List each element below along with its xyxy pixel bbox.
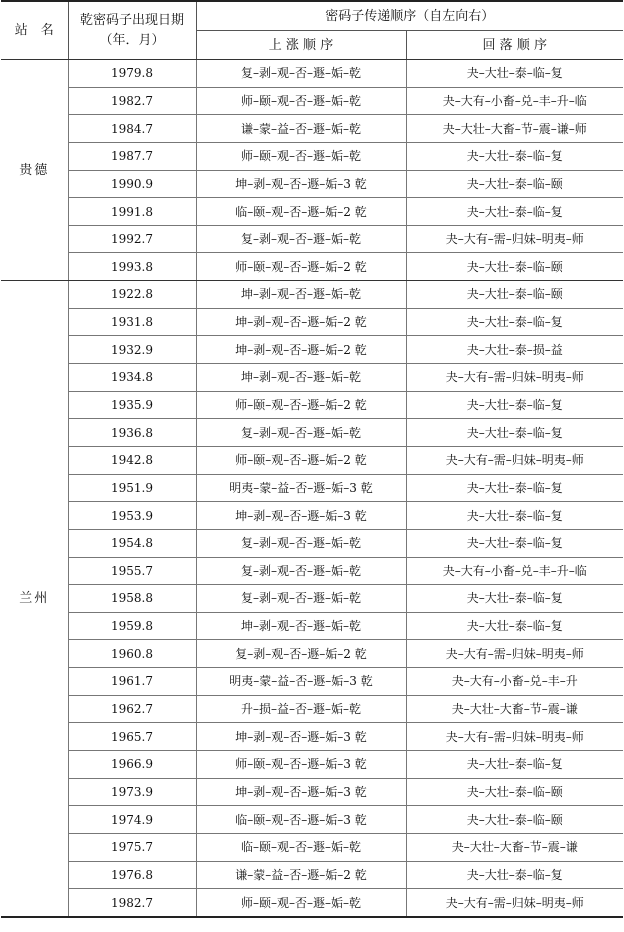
date-header-line1: 乾密码子出现日期	[79, 13, 184, 28]
rise-sequence-cell: 临–颐–观–否–遯–姤–乾	[196, 833, 406, 861]
rise-sequence-cell: 复–剥–观–否–遯–姤–乾	[196, 557, 406, 585]
rise-sequence-cell: 师–颐–观–否–遯–姤–乾	[196, 87, 406, 115]
date-cell: 1979.8	[68, 60, 196, 88]
rise-sequence-cell: 师–颐–观–否–遯–姤–乾	[196, 142, 406, 170]
date-cell: 1984.7	[68, 115, 196, 143]
rise-sequence-cell: 师–颐–观–否–遯–姤–2 乾	[196, 391, 406, 419]
fall-sequence-cell: 夬–大壮–大畜–节–震–谦	[406, 833, 623, 861]
rise-sequence-cell: 复–剥–观–否–遯–姤–乾	[196, 419, 406, 447]
fall-sequence-cell: 夬–大有–需–归妹–明夷–师	[406, 640, 623, 668]
rise-sequence-cell: 坤–剥–观–否–遯–姤–3 乾	[196, 778, 406, 806]
date-cell: 1959.8	[68, 612, 196, 640]
fall-sequence-cell: 夬–大壮–泰–损–益	[406, 336, 623, 364]
fall-sequence-cell: 夬–大有–需–归妹–明夷–师	[406, 889, 623, 917]
fall-sequence-cell: 夬–大壮–泰–临–复	[406, 585, 623, 613]
rise-header: 上 涨 顺 序	[196, 31, 406, 60]
rise-sequence-cell: 明夷–蒙–益–否–遯–姤–3 乾	[196, 474, 406, 502]
table-row	[1, 585, 623, 613]
table-row	[1, 833, 623, 861]
table-row	[1, 364, 623, 392]
date-cell: 1961.7	[68, 668, 196, 696]
date-cell: 1982.7	[68, 889, 196, 917]
date-cell: 1935.9	[68, 391, 196, 419]
date-cell: 1965.7	[68, 723, 196, 751]
table-row	[1, 640, 623, 668]
fall-sequence-cell: 夬–大有–需–归妹–明夷–师	[406, 364, 623, 392]
rise-sequence-cell: 坤–剥–观–否–遯–姤–乾	[196, 364, 406, 392]
table-row	[1, 557, 623, 585]
rise-sequence-cell: 坤–剥–观–否–遯–姤–3 乾	[196, 170, 406, 198]
table-row	[1, 198, 623, 226]
table-row	[1, 170, 623, 198]
rise-sequence-cell: 师–颐–观–否–遯–姤–2 乾	[196, 446, 406, 474]
table-row	[1, 861, 623, 889]
date-cell: 1993.8	[68, 253, 196, 281]
table-row	[1, 695, 623, 723]
rise-sequence-cell: 复–剥–观–否–遯–姤–乾	[196, 225, 406, 253]
date-cell: 1934.8	[68, 364, 196, 392]
table-row	[1, 446, 623, 474]
table-body	[1, 60, 623, 917]
rise-sequence-cell: 坤–剥–观–否–遯–姤–2 乾	[196, 308, 406, 336]
rise-sequence-cell: 坤–剥–观–否–遯–姤–3 乾	[196, 502, 406, 530]
date-cell: 1973.9	[68, 778, 196, 806]
fall-sequence-cell: 夬–大壮–泰–临–复	[406, 60, 623, 88]
rise-sequence-cell: 复–剥–观–否–遯–姤–乾	[196, 529, 406, 557]
fall-sequence-cell: 夬–大壮–泰–临–颐	[406, 253, 623, 281]
rise-sequence-cell: 师–颐–观–否–遯–姤–3 乾	[196, 751, 406, 779]
date-cell: 1953.9	[68, 502, 196, 530]
date-cell: 1931.8	[68, 308, 196, 336]
date-cell: 1974.9	[68, 806, 196, 834]
table-row	[1, 474, 623, 502]
fall-sequence-cell: 夬–大壮–泰–临–复	[406, 612, 623, 640]
date-cell: 1942.8	[68, 446, 196, 474]
table-row	[1, 60, 623, 88]
station-cell: 贵德	[1, 60, 68, 281]
station-cell: 兰州	[1, 281, 68, 917]
table-row	[1, 253, 623, 281]
fall-sequence-cell: 夬–大有–小畜–兑–丰–升–临	[406, 557, 623, 585]
date-cell: 1982.7	[68, 87, 196, 115]
date-cell: 1958.8	[68, 585, 196, 613]
table-header	[1, 1, 623, 60]
rise-sequence-cell: 坤–剥–观–否–遯–姤–2 乾	[196, 336, 406, 364]
codon-table	[1, 0, 623, 918]
date-cell: 1966.9	[68, 751, 196, 779]
table-row	[1, 142, 623, 170]
fall-sequence-cell: 夬–大壮–泰–临–复	[406, 474, 623, 502]
rise-sequence-cell: 临–颐–观–否–遯–姤–2 乾	[196, 198, 406, 226]
table-row	[1, 87, 623, 115]
fall-sequence-cell: 夬–大壮–泰–临–复	[406, 861, 623, 889]
fall-sequence-cell: 夬–大有–小畜–兑–丰–升–临	[406, 87, 623, 115]
fall-sequence-cell: 夬–大壮–泰–临–颐	[406, 170, 623, 198]
rise-sequence-cell: 坤–剥–观–否–遯–姤–乾	[196, 281, 406, 309]
date-header	[68, 1, 196, 60]
fall-sequence-cell: 夬–大有–需–归妹–明夷–师	[406, 723, 623, 751]
date-cell: 1955.7	[68, 557, 196, 585]
date-header-line2: （年．月）	[99, 32, 165, 48]
table-row	[1, 281, 623, 309]
date-cell: 1991.8	[68, 198, 196, 226]
date-cell: 1987.7	[68, 142, 196, 170]
table-row	[1, 612, 623, 640]
date-cell: 1975.7	[68, 833, 196, 861]
fall-sequence-cell: 夬–大壮–泰–临–复	[406, 502, 623, 530]
fall-sequence-cell: 夬–大壮–泰–临–复	[406, 308, 623, 336]
table-row	[1, 308, 623, 336]
table-row	[1, 391, 623, 419]
rise-sequence-cell: 师–颐–观–否–遯–姤–2 乾	[196, 253, 406, 281]
rise-sequence-cell: 坤–剥–观–否–遯–姤–3 乾	[196, 723, 406, 751]
rise-sequence-cell: 临–颐–观–否–遯–姤–3 乾	[196, 806, 406, 834]
table-row	[1, 889, 623, 917]
rise-sequence-cell: 复–剥–观–否–遯–姤–乾	[196, 60, 406, 88]
rise-sequence-cell: 坤–剥–观–否–遯–姤–乾	[196, 612, 406, 640]
date-cell: 1976.8	[68, 861, 196, 889]
date-cell: 1936.8	[68, 419, 196, 447]
fall-sequence-cell: 夬–大有–需–归妹–明夷–师	[406, 225, 623, 253]
fall-sequence-cell: 夬–大壮–大畜–节–震–谦	[406, 695, 623, 723]
fall-sequence-cell: 夬–大壮–泰–临–复	[406, 419, 623, 447]
rise-sequence-cell: 复–剥–观–否–遯–姤–2 乾	[196, 640, 406, 668]
table-row	[1, 115, 623, 143]
fall-sequence-cell: 夬–大壮–泰–临–复	[406, 142, 623, 170]
fall-sequence-cell: 夬–大壮–泰–临–颐	[406, 778, 623, 806]
fall-sequence-cell: 夬–大壮–泰–临–颐	[406, 281, 623, 309]
table-row	[1, 806, 623, 834]
date-cell: 1990.9	[68, 170, 196, 198]
table-row	[1, 778, 623, 806]
table-row	[1, 723, 623, 751]
fall-sequence-cell: 夬–大壮–泰–临–复	[406, 391, 623, 419]
date-cell: 1954.8	[68, 529, 196, 557]
rise-sequence-cell: 升–损–益–否–遯–姤–乾	[196, 695, 406, 723]
fall-sequence-cell: 夬–大壮–大畜–节–震–谦–师	[406, 115, 623, 143]
rise-sequence-cell: 复–剥–观–否–遯–姤–乾	[196, 585, 406, 613]
rise-sequence-cell: 谦–蒙–益–否–遯–姤–乾	[196, 115, 406, 143]
fall-sequence-cell: 夬–大壮–泰–临–复	[406, 198, 623, 226]
table-row	[1, 529, 623, 557]
fall-sequence-cell: 夬–大壮–泰–临–复	[406, 529, 623, 557]
table-row	[1, 668, 623, 696]
date-cell: 1960.8	[68, 640, 196, 668]
table-row	[1, 336, 623, 364]
date-cell: 1951.9	[68, 474, 196, 502]
table-row	[1, 751, 623, 779]
date-cell: 1992.7	[68, 225, 196, 253]
fall-sequence-cell: 夬–大有–小畜–兑–丰–升	[406, 668, 623, 696]
table-row	[1, 225, 623, 253]
date-cell: 1932.9	[68, 336, 196, 364]
station-header: 站 名	[1, 1, 68, 60]
fall-header: 回 落 顺 序	[406, 31, 623, 60]
fall-sequence-cell: 夬–大有–需–归妹–明夷–师	[406, 446, 623, 474]
sequence-header: 密码子传递顺序（自左向右）	[196, 1, 623, 31]
fall-sequence-cell: 夬–大壮–泰–临–颐	[406, 806, 623, 834]
fall-sequence-cell: 夬–大壮–泰–临–复	[406, 751, 623, 779]
table-row	[1, 502, 623, 530]
date-cell: 1962.7	[68, 695, 196, 723]
date-cell: 1922.8	[68, 281, 196, 309]
rise-sequence-cell: 师–颐–观–否–遯–姤–乾	[196, 889, 406, 917]
rise-sequence-cell: 明夷–蒙–益–否–遯–姤–3 乾	[196, 668, 406, 696]
table-row	[1, 419, 623, 447]
rise-sequence-cell: 谦–蒙–益–否–遯–姤–2 乾	[196, 861, 406, 889]
